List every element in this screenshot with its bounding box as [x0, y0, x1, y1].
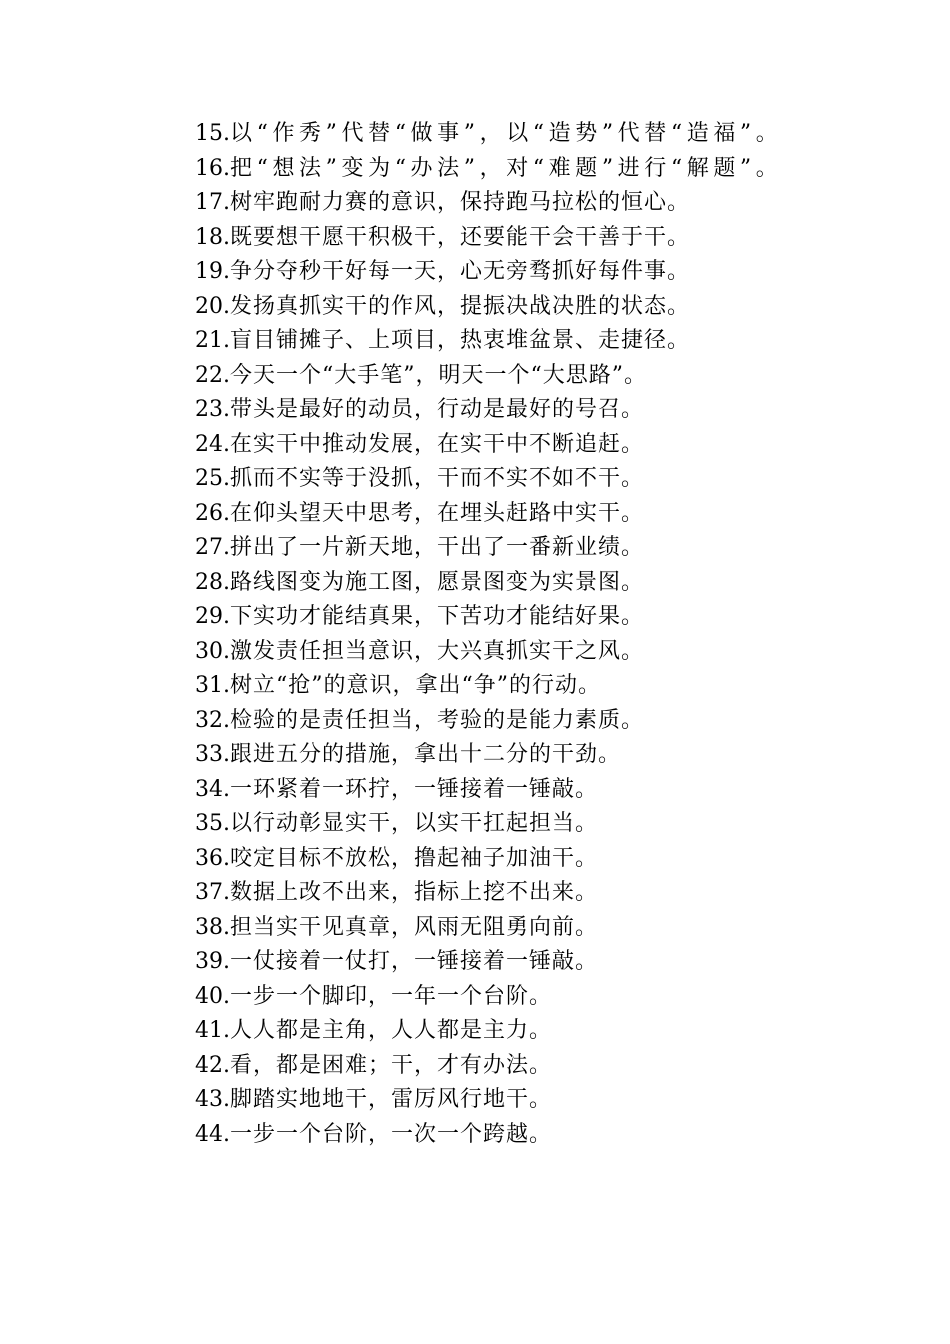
list-item	[147, 221, 807, 256]
item-text: 跟进五分的措施，拿出十二分的干劲。	[230, 742, 622, 767]
item-number: 19.	[195, 259, 230, 284]
item-text: 以行动彰显实干，以实干扛起担当。	[230, 811, 599, 836]
item-number: 38.	[195, 914, 230, 940]
item-text: 在实干中推动发展，在实干中不断追赶。	[230, 431, 645, 457]
item-number: 39.	[195, 949, 230, 974]
item-number: 32.	[195, 707, 230, 733]
item-number: 44.	[195, 1121, 230, 1147]
item-text: 一仗接着一仗打，一锤接着一锤敲。	[230, 949, 599, 974]
item-number: 34.	[195, 776, 230, 802]
item-number: 43.	[195, 1087, 230, 1112]
item-text: 盲目铺摊子、上项目，热衷堆盆景、走捷径。	[230, 328, 691, 353]
item-number: 23.	[195, 397, 230, 422]
list-item	[147, 773, 807, 808]
item-number: 15.	[195, 121, 230, 146]
list-item	[147, 876, 807, 911]
list-item	[147, 497, 807, 532]
list-item	[147, 669, 807, 704]
item-text: 一步一个台阶，一次一个跨越。	[230, 1121, 553, 1147]
list-item	[147, 462, 807, 497]
item-number: 35.	[195, 811, 230, 836]
list-item	[147, 1014, 807, 1049]
list-item	[147, 324, 807, 359]
item-text: 激发责任担当意识，大兴真抓实干之风。	[230, 638, 645, 664]
item-text: 以“作秀”代替“做事”，以“造势”代替“造福”。	[230, 121, 783, 146]
item-number: 37.	[195, 880, 230, 905]
slogan-list	[147, 117, 807, 1152]
item-text: 抓而不实等于没抓，干而不实不如不干。	[230, 466, 645, 491]
item-number: 27.	[195, 535, 230, 560]
item-text: 树立“抢”的意识，拿出“争”的行动。	[230, 673, 601, 698]
item-text: 带头是最好的动员，行动是最好的号召。	[230, 397, 645, 422]
list-item	[147, 945, 807, 980]
list-item	[147, 1083, 807, 1118]
item-text: 发扬真抓实干的作风，提振决战决胜的状态。	[230, 293, 691, 319]
item-text: 树牢跑耐力赛的意识，保持跑马拉松的恒心。	[230, 190, 691, 215]
item-text: 担当实干见真章，风雨无阻勇向前。	[230, 914, 599, 940]
item-text: 一步一个脚印，一年一个台阶。	[230, 983, 553, 1009]
list-item	[147, 186, 807, 221]
item-number: 28.	[195, 569, 230, 595]
list-item	[147, 807, 807, 842]
list-item	[147, 566, 807, 601]
item-number: 41.	[195, 1018, 230, 1043]
item-text: 在仰头望天中思考，在埋头赶路中实干。	[230, 500, 645, 526]
item-text: 数据上改不出来，指标上挖不出来。	[230, 880, 599, 905]
item-number: 22.	[195, 362, 230, 388]
item-number: 25.	[195, 466, 230, 491]
item-number: 29.	[195, 604, 230, 629]
list-item	[147, 1118, 807, 1153]
item-text: 既要想干愿干积极干，还要能干会干善于干。	[230, 224, 691, 250]
list-item	[147, 635, 807, 670]
item-number: 36.	[195, 845, 230, 871]
item-number: 17.	[195, 190, 230, 215]
item-text: 检验的是责任担当，考验的是能力素质。	[230, 707, 645, 733]
list-item	[147, 980, 807, 1015]
item-number: 21.	[195, 328, 230, 353]
list-item	[147, 255, 807, 290]
list-item	[147, 393, 807, 428]
item-number: 30.	[195, 638, 230, 664]
item-text: 把“想法”变为“办法”，对“难题”进行“解题”。	[230, 155, 783, 181]
item-text: 下实功才能结真果，下苦功才能结好果。	[230, 604, 645, 629]
list-item	[147, 428, 807, 463]
item-number: 31.	[195, 673, 230, 698]
item-text: 脚踏实地地干，雷厉风行地干。	[230, 1087, 553, 1112]
item-text: 看，都是困难；干，才有办法。	[230, 1052, 553, 1078]
item-text: 人人都是主角，人人都是主力。	[230, 1018, 553, 1043]
item-text: 拼出了一片新天地，干出了一番新业绩。	[230, 535, 645, 560]
list-item	[147, 911, 807, 946]
item-number: 42.	[195, 1052, 230, 1078]
item-text: 路线图变为施工图，愿景图变为实景图。	[230, 569, 645, 595]
list-item	[147, 531, 807, 566]
item-text: 咬定目标不放松，撸起袖子加油干。	[230, 845, 599, 871]
item-number: 33.	[195, 742, 230, 767]
item-number: 26.	[195, 500, 230, 526]
item-number: 18.	[195, 224, 230, 250]
list-item	[147, 152, 807, 187]
list-item	[147, 290, 807, 325]
list-item	[147, 738, 807, 773]
list-item	[147, 600, 807, 635]
item-number: 16.	[195, 155, 230, 181]
item-number: 24.	[195, 431, 230, 457]
list-item	[147, 359, 807, 394]
list-item	[147, 117, 807, 152]
list-item	[147, 842, 807, 877]
item-text: 今天一个“大手笔”，明天一个“大思路”。	[230, 362, 647, 388]
list-item	[147, 1049, 807, 1084]
item-number: 40.	[195, 983, 230, 1009]
item-text: 争分夺秒干好每一天，心无旁骛抓好每件事。	[230, 259, 691, 284]
item-number: 20.	[195, 293, 230, 319]
item-text: 一环紧着一环拧，一锤接着一锤敲。	[230, 776, 599, 802]
list-item	[147, 704, 807, 739]
